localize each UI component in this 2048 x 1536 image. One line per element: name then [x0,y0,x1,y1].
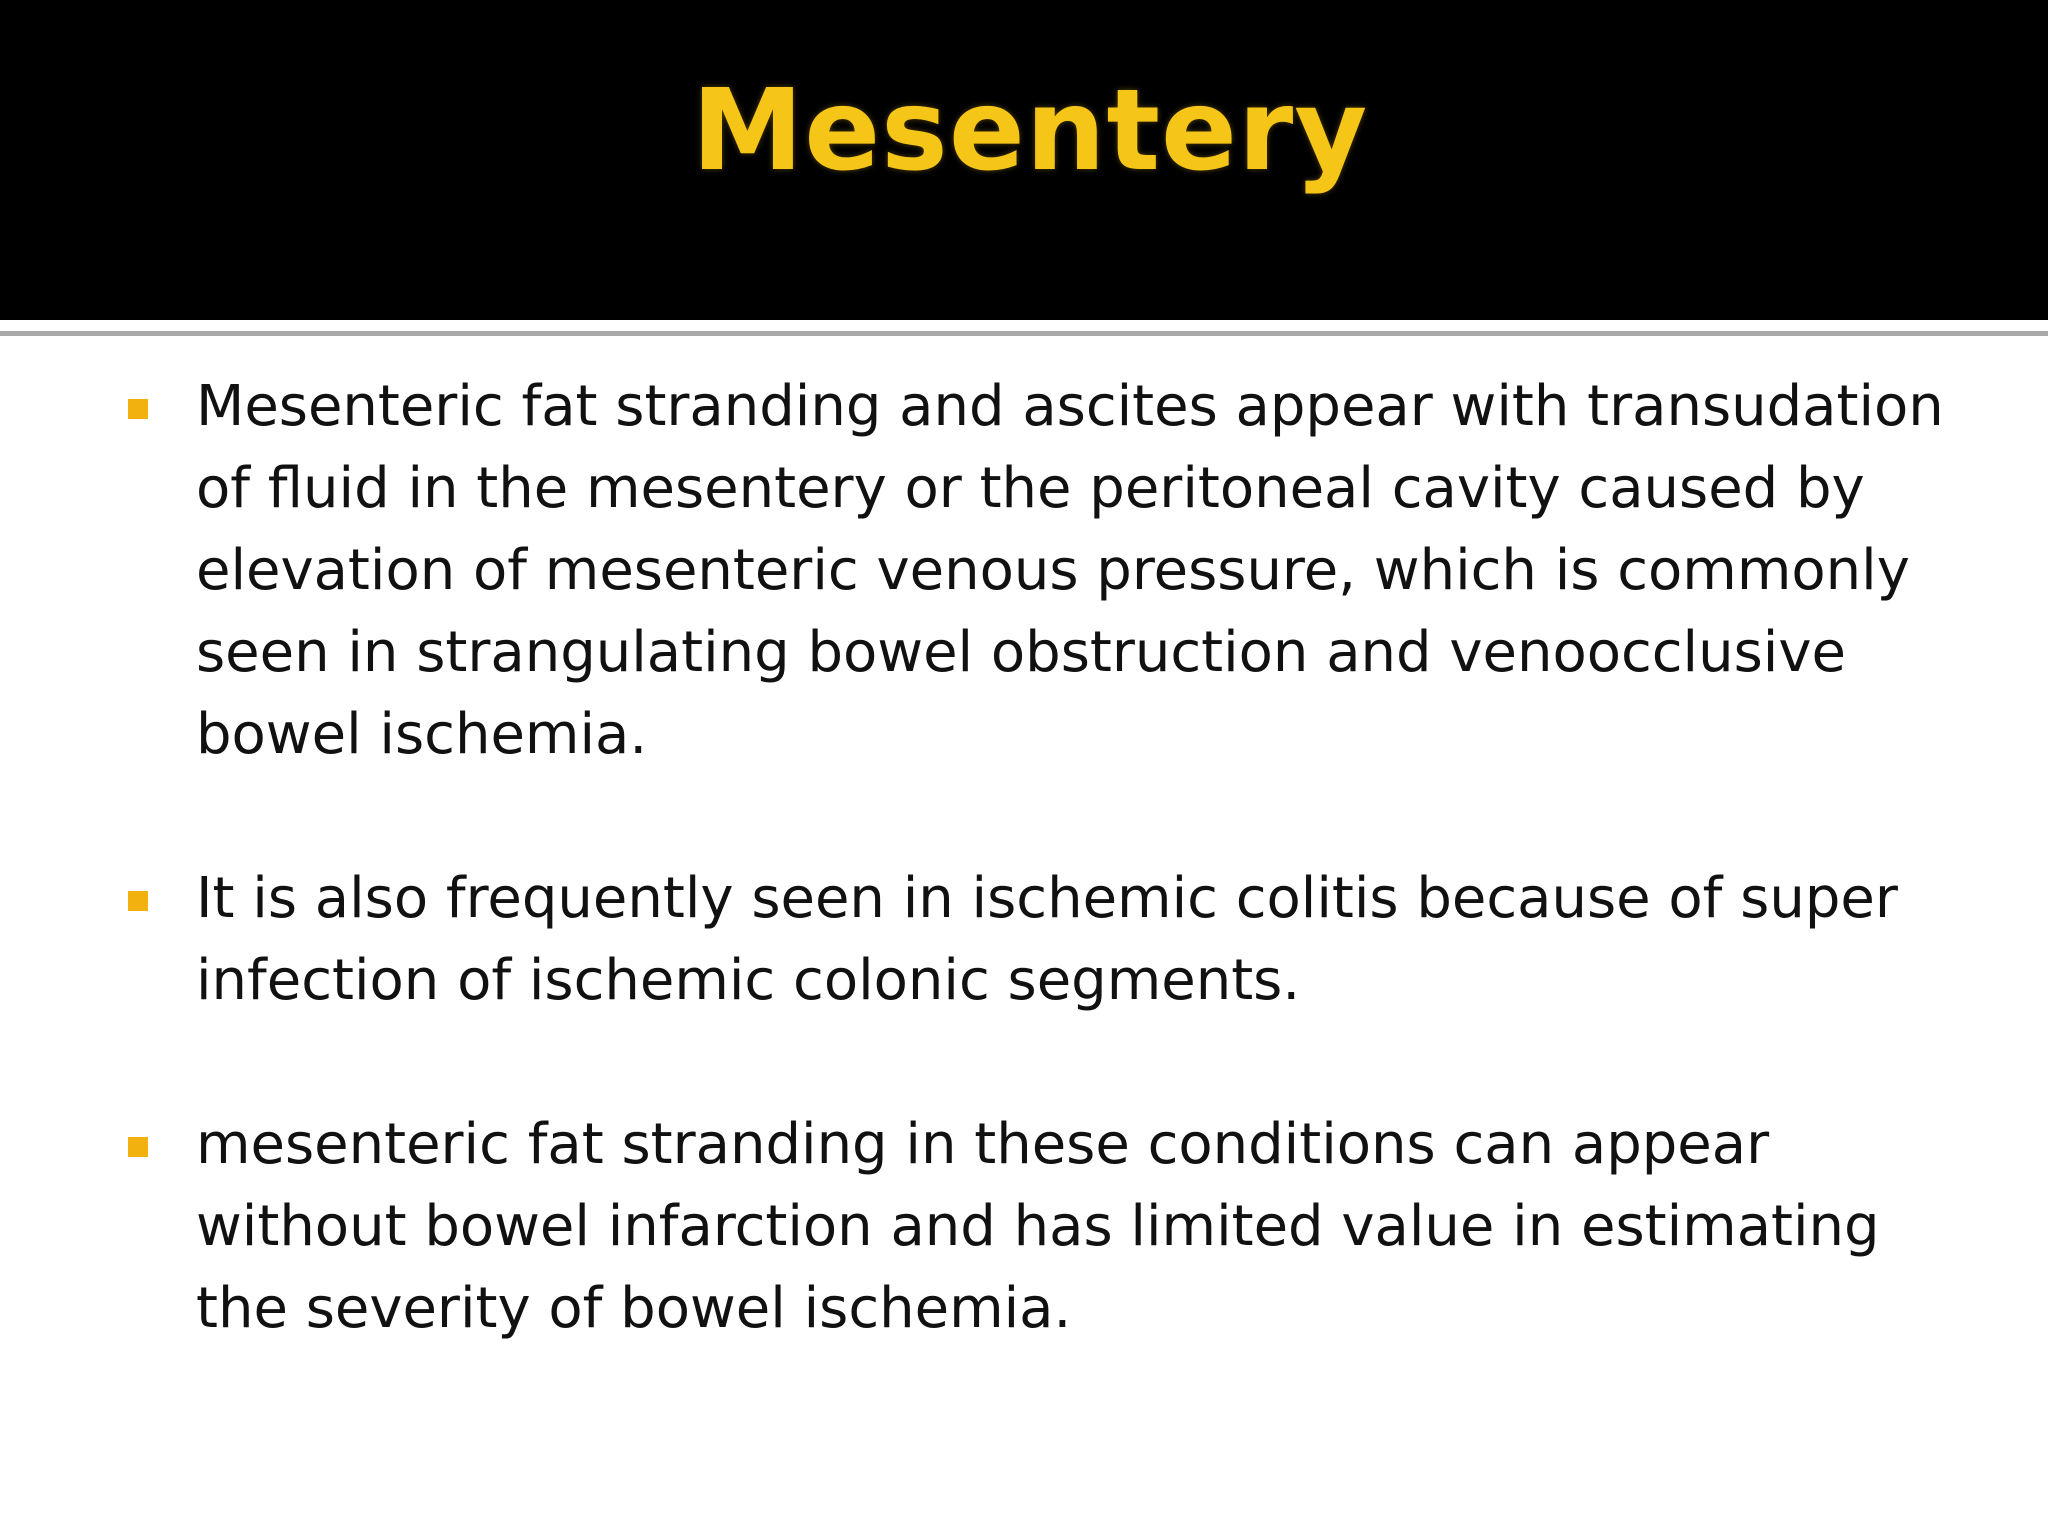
square-bullet-icon [128,1137,148,1157]
title-divider-gray [0,331,2048,336]
bullet-text-1: Mesenteric fat stranding and ascites appear with transudation of fluid in the mesentery or the peritoneal cavity caused by elevation of mesenteric venous pressure, which is commonly seen in strangulating bowel obstruction and venoocclusive bowel ischemia. [196,374,1944,767]
slide-title: Mesentery [691,66,1369,196]
bullet-text-2: It is also frequently seen in ischemic colitis because of super infection of ischemic colonic segments. [196,866,1898,1013]
square-bullet-icon [128,891,148,911]
title-divider-white [0,320,2048,327]
title-bar [0,0,2048,320]
bullet-text-3: mesenteric fat stranding in these conditions can appear without bowel infarction and has limited value in estimating the severity of bowel ischemia. [196,1112,1880,1341]
square-bullet-icon [128,399,148,419]
